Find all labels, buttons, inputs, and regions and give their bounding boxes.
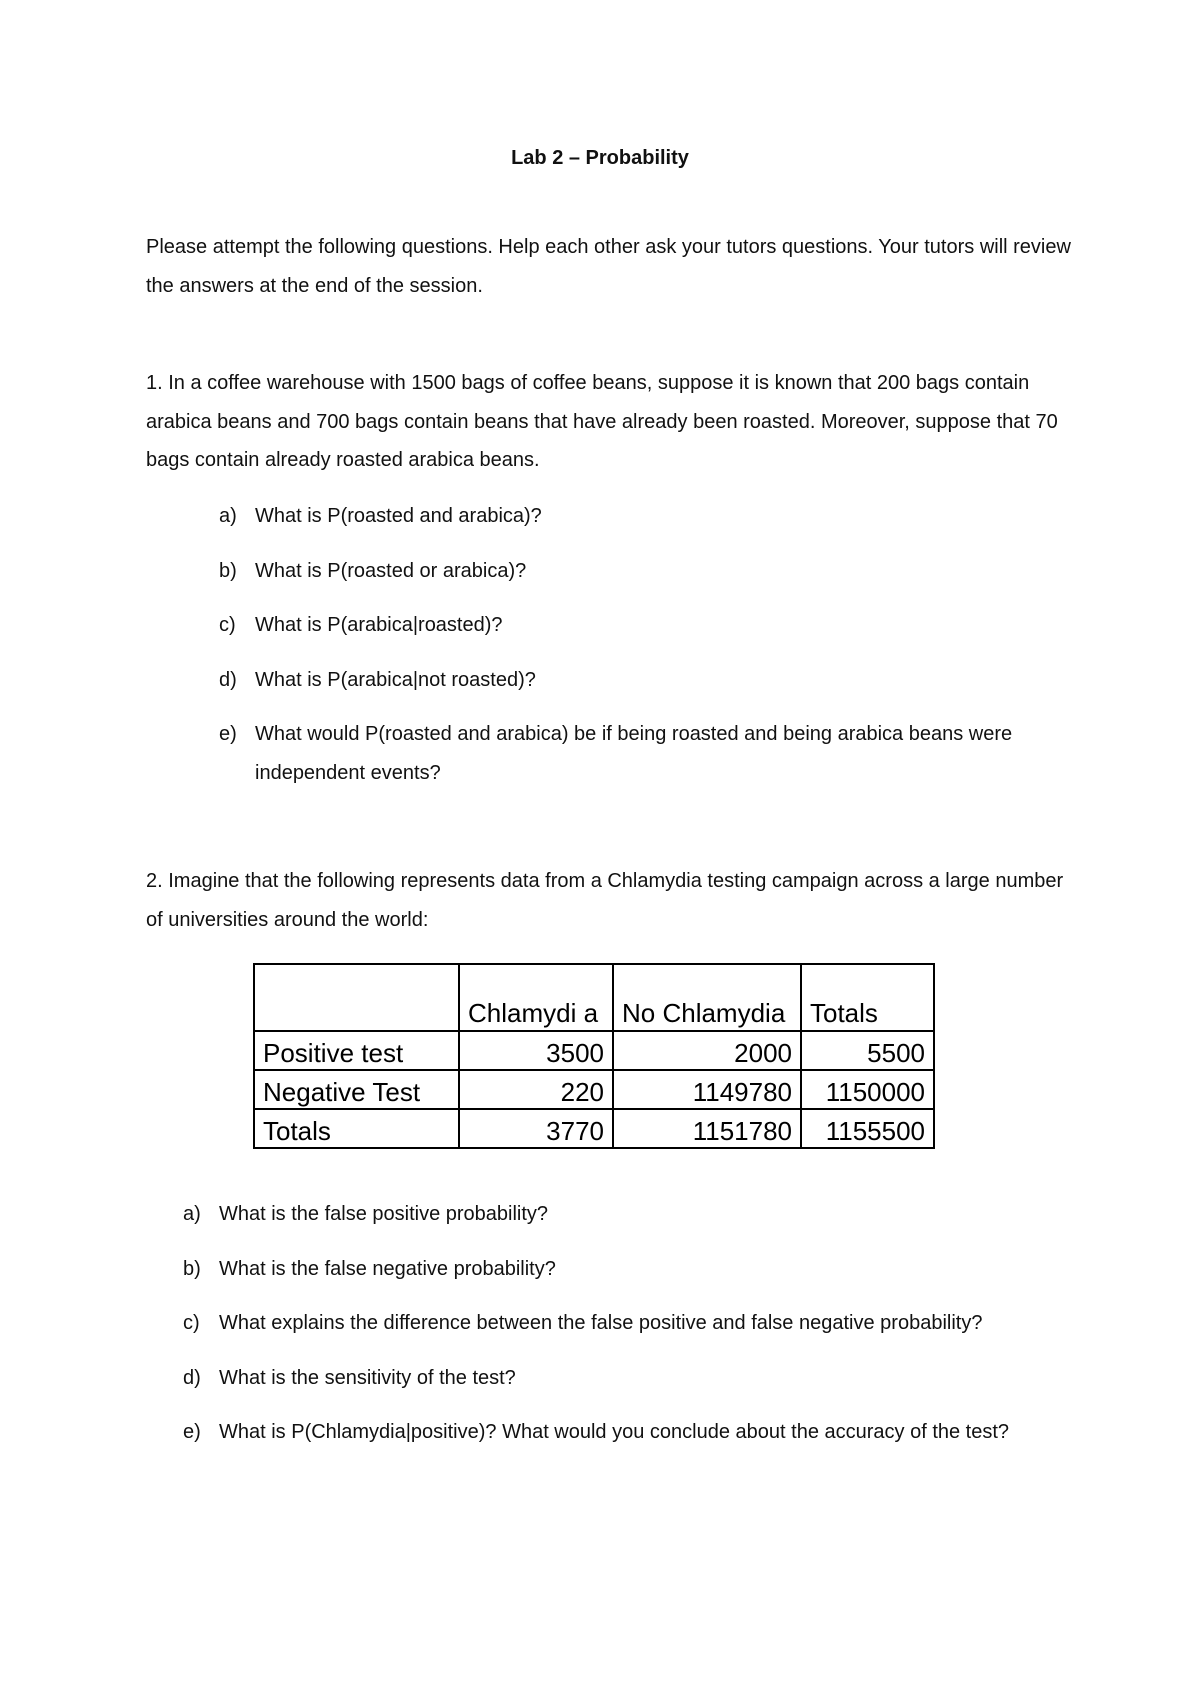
item-text: What is the false negative probability? xyxy=(219,1257,556,1280)
question-2-item-b xyxy=(183,1250,1079,1289)
item-text: What would P(roasted and arabica) be if being roasted and being arabica beans were independent events? xyxy=(255,723,1013,784)
item-label: c) xyxy=(219,614,236,636)
question-1-item-c xyxy=(219,606,1079,645)
table-cell: 3770 xyxy=(459,1109,613,1148)
question-1-item-a xyxy=(219,497,1079,536)
question-2-item-c xyxy=(183,1304,1079,1343)
question-2-item-a xyxy=(183,1195,1079,1234)
table-cell: 1151780 xyxy=(613,1109,801,1148)
intro-paragraph: Please attempt the following questions. Help each other ask your tutors questions. Your tutors will review the answers at the end of the session. xyxy=(146,236,1071,297)
item-label: c) xyxy=(183,1312,200,1334)
item-text: What explains the difference between the false positive and false negative probability? xyxy=(219,1312,983,1334)
question-1-item-e xyxy=(219,715,1079,792)
item-label: e) xyxy=(183,1421,201,1443)
header-cell-empty xyxy=(254,964,459,1031)
table-cell: 220 xyxy=(459,1070,613,1109)
item-label: b) xyxy=(219,559,237,582)
question-1-subquestions xyxy=(219,497,1079,808)
chlamydia-test-table xyxy=(253,963,935,1149)
item-text: What is the false positive probability? xyxy=(219,1203,549,1225)
question-1-item-b xyxy=(219,552,1079,591)
item-label: a) xyxy=(183,1203,201,1225)
item-label: e) xyxy=(219,723,237,745)
table-cell: 3500 xyxy=(459,1031,613,1070)
item-text: What is P(roasted or arabica)? xyxy=(255,559,527,582)
table-cell: 2000 xyxy=(613,1031,801,1070)
table-row xyxy=(254,1070,934,1109)
table-header-row xyxy=(254,964,934,1031)
question-1-text: 1. In a coffee warehouse with 1500 bags of coffee beans, suppose it is known that 200 bags contain arabica beans and 700 bags contain beans that have already been roasted. Moreover, suppose that 70 bags contain already roasted arabica beans. xyxy=(146,372,1058,471)
row-label: Negative Test xyxy=(254,1070,459,1109)
question-2-text: 2. Imagine that the following represents data from a Chlamydia testing campaign across a large number of universities around the world: xyxy=(146,870,1064,931)
question-1-item-d xyxy=(219,661,1079,700)
item-label: a) xyxy=(219,505,237,527)
question-2-item-e xyxy=(183,1413,1079,1452)
question-2-item-d xyxy=(183,1359,1079,1398)
table-cell: 5500 xyxy=(801,1031,934,1070)
question-2-subquestions xyxy=(183,1195,1079,1468)
table-row xyxy=(254,1031,934,1070)
table-cell: 1150000 xyxy=(801,1070,934,1109)
row-label: Totals xyxy=(254,1109,459,1148)
item-text: What is P(Chlamydia|positive)? What would you conclude about the accuracy of the test? xyxy=(219,1421,1010,1443)
header-cell-no-chlamydia: No Chlamydia xyxy=(613,964,801,1031)
item-label: d) xyxy=(219,668,237,691)
row-label: Positive test xyxy=(254,1031,459,1070)
item-text: What is P(arabica|not roasted)? xyxy=(255,668,536,691)
item-label: d) xyxy=(183,1366,201,1389)
table-cell: 1155500 xyxy=(801,1109,934,1148)
item-label: b) xyxy=(183,1257,201,1280)
chlamydia-table-wrapper xyxy=(253,963,935,1149)
page-title: Lab 2 – Probability xyxy=(511,147,689,169)
table-row xyxy=(254,1109,934,1148)
item-text: What is P(roasted and arabica)? xyxy=(255,505,542,527)
header-cell-totals: Totals xyxy=(801,964,934,1031)
item-text: What is the sensitivity of the test? xyxy=(219,1366,516,1389)
item-text: What is P(arabica|roasted)? xyxy=(255,614,503,636)
header-cell-chlamydia: Chlamydi a xyxy=(459,964,613,1031)
table-cell: 1149780 xyxy=(613,1070,801,1109)
